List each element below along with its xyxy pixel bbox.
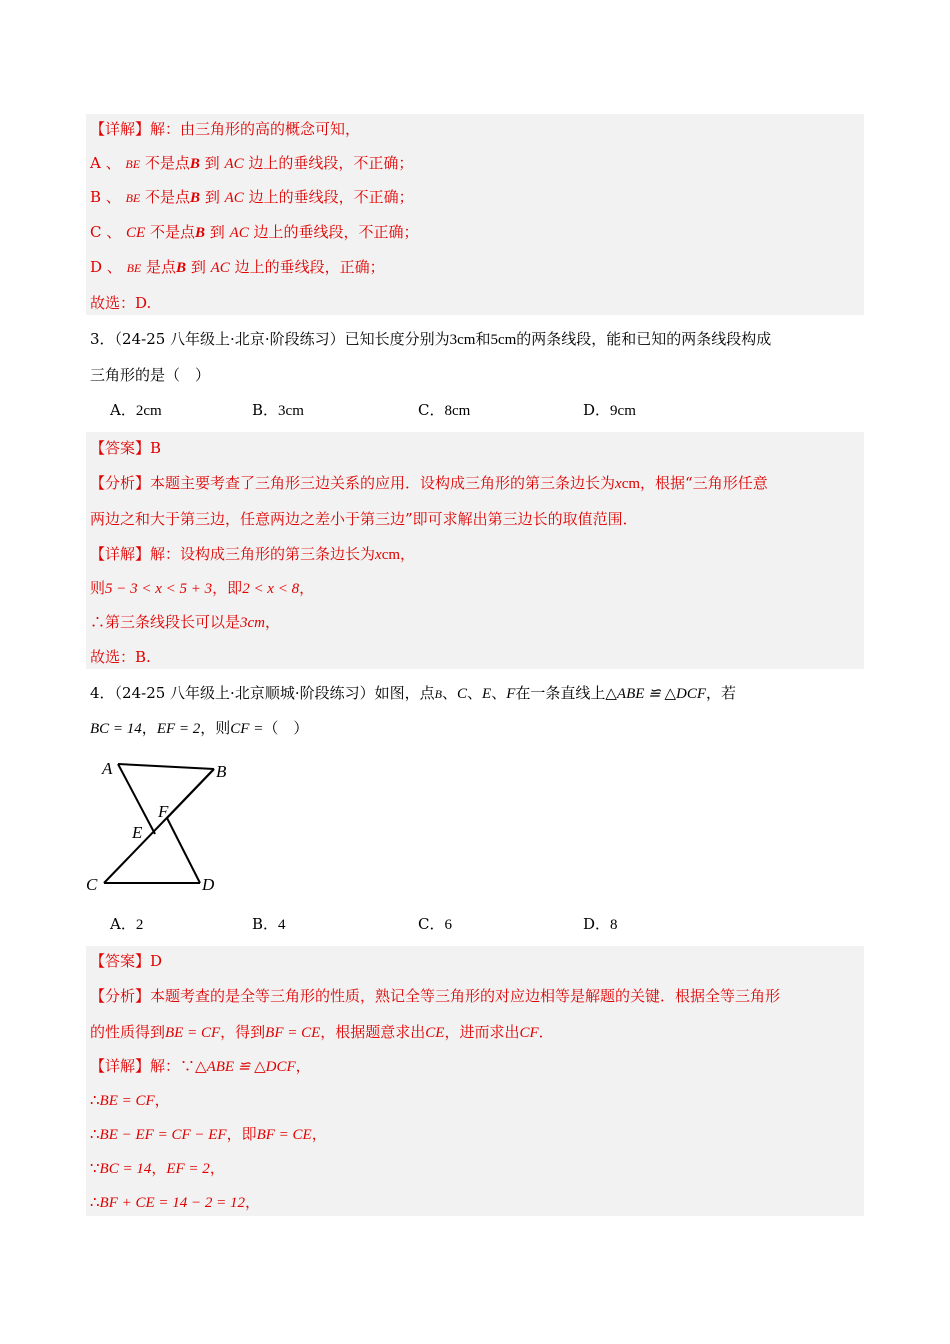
q4-analysis-line2: 的性质得到BE = CF，得到BF = CE，根据题意求出CE，进而求出CF． [90,1023,554,1041]
q4-choice-a: A．2 [110,915,144,933]
q3-choice-d: D．9cm [583,401,636,419]
q3-analysis-line2: 两边之和大于第三边，任意两边之差小于第三边”即可求解出第三边长的取值范围． [90,510,638,528]
detail-tag: 【详解】 [90,120,151,138]
segment-fd [167,818,200,883]
q3-stem-line2: 三角形的是（ ） [90,366,211,384]
q2-option-a: A 、 BE 不是点B 到 AC 边上的垂线段，不正确； [90,154,414,172]
q3-analysis-line1: 【分析】本题主要考查了三角形三边关系的应用．设构成三角形的第三条边长为xcm，根据“三角形任意 [90,474,768,492]
q3-choice-c: C．8cm [418,401,471,419]
q2-option-b: B 、 BE 不是点B 到 AC 边上的垂线段，不正确； [90,188,414,206]
q3-detail-line3: ∴第三条线段长可以是3cm， [90,613,281,631]
q3-choice-b: B．3cm [252,401,304,419]
q3-stem-line1: 3．（24-25 八年级上·北京·阶段练习）已知长度分别为3cm和5cm的两条线段，能和已知的两条线段构成 [90,330,772,348]
q4-detail-line1: 【详解】解：∵△ABE ≌ △DCF， [90,1057,311,1075]
q4-choice-d: D．8 [583,915,618,933]
q4-choice-b: B．4 [252,915,286,933]
q2-option-d: D 、 BE 是点B 到 AC 边上的垂线段，正确； [90,258,385,276]
label-a: A [102,759,113,778]
q4-step-1: ∴BE = CF， [90,1091,170,1109]
label-b: B [216,762,227,781]
label-d: D [202,875,215,894]
q3-choice-a: A．2cm [110,401,162,419]
q2-solution-box [86,114,864,315]
q4-step-2: ∴BE − EF = CF − EF，即BF = CE， [90,1125,327,1143]
q4-choice-c: C．6 [418,915,452,933]
q4-geometry-figure [80,752,240,902]
question-source: （24-25 八年级上·北京顺城·阶段练习） [114,684,375,702]
label-f: F [158,802,169,821]
q4-step-4: ∴BF + CE = 14 − 2 = 12， [90,1193,261,1211]
question-source: （24-25 八年级上·北京·阶段练习） [114,330,345,348]
question-number: 4． [90,684,115,702]
question-number: 3． [90,330,115,348]
q3-answer: 【答案】B [90,439,162,457]
q4-stem-line1: 4．（24-25 八年级上·北京顺城·阶段练习）如图，点B、C、E、F在一条直线上△ABE ≌ △DCF，若 [90,684,737,702]
q4-step-3: ∵BC = 14，EF = 2， [90,1159,225,1177]
q3-detail-line1: 【详解】解：设构成三角形的第三条边长为xcm， [90,545,416,563]
label-e: E [132,823,143,842]
q3-conclusion: 故选：B. [90,648,151,666]
q4-answer: 【答案】D [90,952,163,970]
q4-stem-line2: BC = 14，EF = 2，则CF =（ ） [90,719,309,737]
q3-detail-line2: 则5 − 3 < x < 5 + 3，即2 < x < 8， [90,579,315,597]
q4-analysis-line1: 【分析】本题考查的是全等三角形的性质，熟记全等三角形的对应边相等是解题的关键．根据全等三角形 [90,987,781,1005]
q2-conclusion: 故选：D. [90,294,152,312]
label-c: C [86,875,98,894]
segment-ab [118,764,214,769]
segment-cb [104,769,214,883]
detail-text: 解：由三角形的高的概念可知， [150,120,361,138]
q2-detail-line [90,117,360,141]
q2-option-c: C 、 CE 不是点B 到 AC 边上的垂线段，不正确； [90,223,419,241]
